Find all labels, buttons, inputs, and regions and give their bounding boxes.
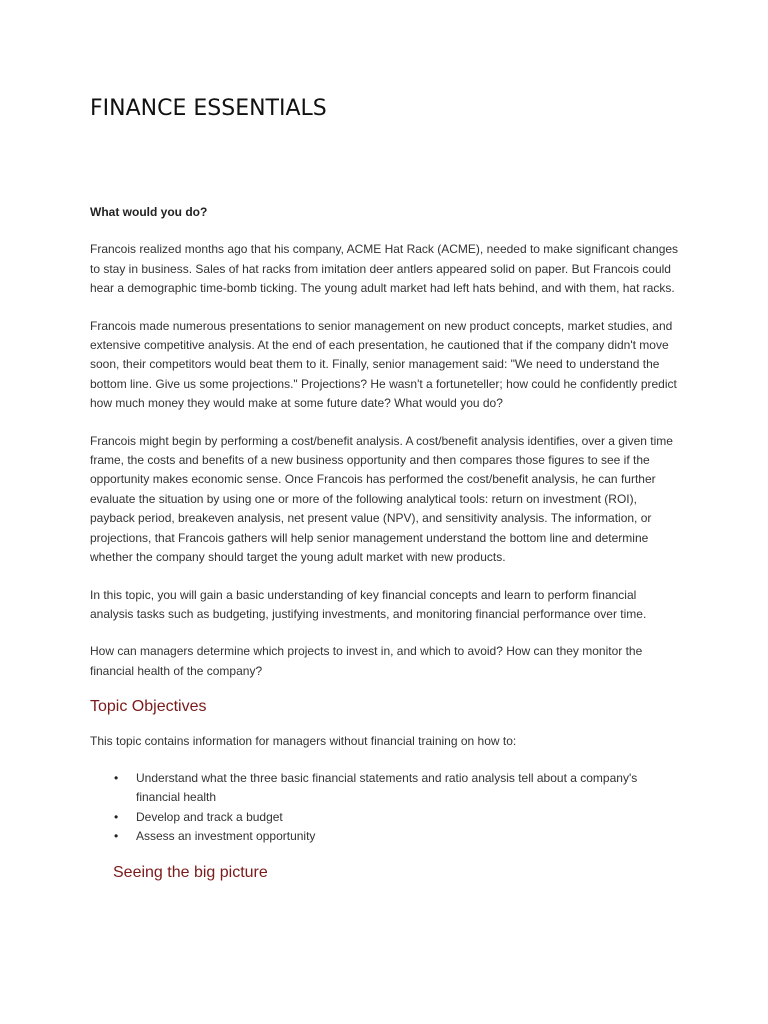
objectives-intro: This topic contains information for managers without financial training on how to:	[90, 734, 517, 749]
list-item: • Develop and track a budget	[136, 808, 666, 828]
paragraph-presentations: Francois made numerous presentations to senior management on new product concepts, market studies, and extensive competitive analysis. At the end of each presentation, he cautioned that if the company didn't move soon, their competitors would beat them to it. Finally, senior management said: "We need to understand the bottom line. Give us some projections." Projections? He wasn't a fortuneteller; how could he confidently predict how much money they would make at some future date? What would you do?	[90, 318, 677, 411]
paragraph-scenario: Francois realized months ago that his company, ACME Hat Rack (ACME), needed to make significant changes to stay in business. Sales of hat racks from imitation deer antlers appeared solid on paper. But Francois could hear a demographic time-bomb ticking. The young adult market had left hats behind, and with them, hat racks.	[90, 242, 679, 296]
list-item: • Understand what the three basic financial statements and ratio analysis tell about a company's financial health	[136, 769, 666, 808]
big-picture-heading: Seeing the big picture	[113, 863, 268, 881]
scenario-subheading: What would you do?	[90, 205, 208, 219]
document-body	[90, 203, 680, 884]
objectives-list	[90, 769, 666, 847]
page-title: FINANCE ESSENTIALS	[90, 96, 327, 121]
list-item: • Assess an investment opportunity	[136, 827, 666, 847]
paragraph-questions: How can managers determine which projects to invest in, and which to avoid? How can they monitor the financial health of the company?	[90, 644, 643, 678]
paragraph-topic-overview: In this topic, you will gain a basic understanding of key financial concepts and learn to perform financial analysis tasks such as budgeting, justifying investments, and monitoring financial performance over time.	[90, 587, 647, 621]
paragraph-cost-benefit: Francois might begin by performing a cost/benefit analysis. A cost/benefit analysis identifies, over a given time frame, the costs and benefits of a new business opportunity and then compares those figures to see if the opportunity makes economic sense. Once Francois has performed the cost/benefit analysis, he can further evaluate the situation by using one or more of the following analytical tools: return on investment (ROI), payback period, breakeven analysis, net present value (NPV), and sensitivity analysis. The information, or projections, that Francois gathers will help senior management understand the bottom line and determine whether the company should target the young adult market with new products.	[90, 433, 673, 565]
topic-objectives-heading: Topic Objectives	[90, 698, 207, 716]
